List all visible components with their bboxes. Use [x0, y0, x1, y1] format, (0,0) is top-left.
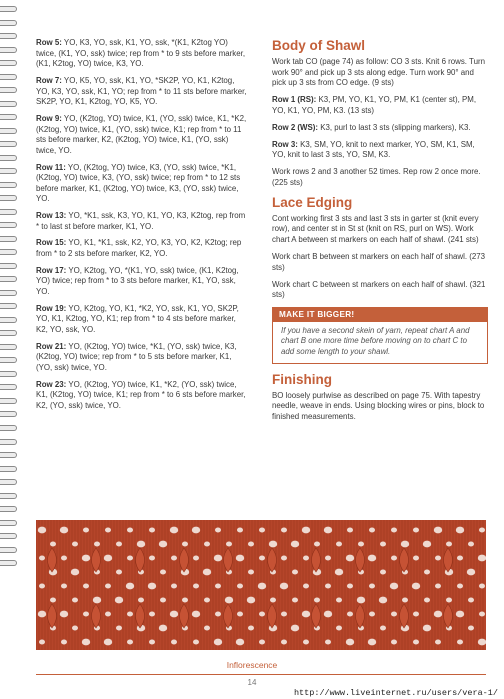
- tip-callout: [272, 307, 488, 363]
- callout-title: MAKE IT BIGGER!: [273, 308, 487, 322]
- pattern-row: [36, 380, 248, 412]
- row-text: YO, K2tog, YO, K1, *K2, YO, ssk, K1, YO, SK2P, YO, K1, K2tog, YO, K1; rep from * to 4 sts before marker, K2, YO, ssk, YO.: [36, 303, 239, 334]
- binding-ring: [0, 222, 17, 228]
- lace-pattern-image: [36, 520, 486, 650]
- right-column: [272, 38, 486, 429]
- spiral-binding-icon: [0, 0, 20, 566]
- row-text: YO, K1, *K1, ssk, K2, YO, K3, YO, K2, K2tog; rep from * to 2 sts before marker, K2, YO.: [36, 238, 242, 259]
- lace-paragraph: Cont working first 3 sts and last 3 sts in garter st (knit every row), and center st in St st (knit on RS, purl on WS). Work chart A between st markers on each half of shawl. (241 sts): [272, 213, 479, 245]
- section-heading-body: Body of Shawl: [272, 38, 366, 53]
- binding-ring: [0, 236, 17, 242]
- binding-ring: [0, 547, 17, 553]
- binding-ring: [0, 493, 17, 499]
- binding-ring: [0, 33, 17, 39]
- lace-paragraph: Work chart B between st markers on each half of shawl. (273 sts): [272, 252, 486, 272]
- binding-ring: [0, 209, 17, 215]
- binding-ring: [0, 371, 17, 377]
- pattern-row: [272, 123, 486, 134]
- binding-ring: [0, 560, 17, 566]
- binding-ring: [0, 452, 17, 458]
- row-label: Row 23:: [36, 379, 67, 389]
- binding-ring: [0, 466, 17, 472]
- page-number: 14: [247, 678, 257, 687]
- row-text: YO, (K2tog, YO) twice, *K1, (YO, ssk) twice, K3, (K2tog, YO) twice; rep from * to 5 sts before marker, K1, (YO, ssk) twice, YO.: [36, 341, 237, 372]
- binding-ring: [0, 411, 17, 417]
- binding-ring: [0, 60, 17, 66]
- row-text: K3, purl to last 3 sts (slipping markers), K3.: [318, 122, 471, 132]
- binding-ring: [0, 533, 17, 539]
- finishing-paragraph: BO loosely purlwise as described on page 75. With tapestry needle, weave in ends. Using blocking wires or pins, block to finished measurements.: [272, 390, 485, 421]
- binding-ring: [0, 101, 17, 107]
- row-text: YO, *K1, ssk, K3, YO, K1, YO, K3, K2tog, rep from * to last st before marker, K1, YO.: [36, 211, 246, 231]
- section-heading-lace: Lace Edging: [272, 194, 353, 210]
- row-text: YO, K5, YO, ssk, K1, YO, *SK2P, YO, K1, K2tog, YO, K3, YO, ssk, K1, YO; rep from * to 11 sts before marker, SK2P, YO, K1, K2tog, YO, K5, YO.: [36, 75, 247, 107]
- binding-ring: [0, 506, 17, 512]
- binding-ring: [0, 87, 17, 93]
- pattern-row: [36, 163, 248, 205]
- row-text: K3, PM, YO, K1, YO, PM, K1 (center st), PM, YO, K1, YO, PM, K3. (13 sts): [272, 95, 477, 115]
- binding-ring: [0, 47, 17, 53]
- pattern-row: [36, 342, 248, 374]
- binding-ring: [0, 155, 17, 161]
- binding-ring: [0, 20, 17, 26]
- pattern-row: [36, 304, 248, 336]
- lace-swatch-photo: [36, 520, 486, 650]
- binding-ring: [0, 384, 17, 390]
- row-label: Row 9:: [36, 113, 62, 123]
- row-text: YO, (K2tog, YO) twice, K3, (YO, ssk) twice, *K1, (K2tog, YO) twice, K3, (YO, ssk) twice; rep from * to 12 sts before marker, K1, (K2tog, YO) twice, K3, (YO, ssk) twice, YO.: [36, 162, 241, 204]
- source-watermark: http://www.liveinternet.ru/users/vera-1/: [293, 688, 498, 698]
- left-column: [36, 38, 248, 418]
- row-label: Row 3:: [272, 139, 298, 149]
- binding-ring: [0, 195, 17, 201]
- binding-ring: [0, 249, 17, 255]
- binding-ring: [0, 276, 17, 282]
- binding-ring: [0, 520, 17, 526]
- row-text: K3, SM, YO, knit to next marker, YO, SM, K1, SM, YO, knit to last 3 sts, YO, SM, K3.: [272, 139, 475, 160]
- binding-ring: [0, 357, 17, 363]
- pattern-row: [272, 95, 486, 116]
- binding-ring: [0, 344, 17, 350]
- binding-ring: [0, 74, 17, 80]
- binding-ring: [0, 263, 17, 269]
- binding-ring: [0, 439, 17, 445]
- row-text: YO, (K2tog, YO) twice, K1, *K2, (YO, ssk) twice, K1, (K2tog, YO) twice, K1; rep from * to 6 sts before marker, K2, (YO, ssk) twice, YO.: [36, 379, 246, 410]
- binding-ring: [0, 425, 17, 431]
- lace-paragraph: Work chart C between st markers on each half of shawl. (321 sts): [272, 279, 486, 300]
- body-outro: Work rows 2 and 3 another 52 times. Rep row 2 once more. (225 sts): [272, 167, 481, 187]
- binding-ring: [0, 330, 17, 336]
- binding-ring: [0, 128, 17, 134]
- pattern-row: [36, 238, 248, 259]
- row-label: Row 2 (WS):: [272, 122, 319, 132]
- binding-ring: [0, 141, 17, 147]
- row-label: Row 17:: [36, 265, 67, 275]
- body-intro: Work tab CO (page 74) as follow: CO 3 sts. Knit 6 rows. Turn work 90° and pick up 3 sts along edge. Turn work 90° and pick up 3 sts from CO edge. (9 sts): [272, 57, 485, 88]
- row-label: Row 15:: [36, 238, 67, 248]
- binding-ring: [0, 168, 17, 174]
- pattern-row: [272, 140, 486, 161]
- pattern-row: [36, 38, 248, 70]
- row-text: YO, K2tog, YO, *(K1, YO, ssk) twice, (K1, K2tog, YO) twice; rep from * to 3 sts before marker, K1, YO, ssk, YO.: [36, 265, 239, 296]
- footer-title: Inflorescence: [226, 660, 278, 670]
- row-label: Row 1 (RS):: [272, 95, 317, 105]
- pattern-row: [36, 114, 248, 156]
- footer-divider: [36, 674, 486, 675]
- binding-ring: [0, 317, 17, 323]
- row-label: Row 5:: [36, 38, 62, 47]
- binding-ring: [0, 398, 17, 404]
- binding-ring: [0, 114, 17, 120]
- row-text: YO, K3, YO, ssk, K1, YO, ssk, *(K1, K2tog YO) twice, (K1, YO, ssk) twice; rep from * to 9 sts before marker, (K1, K2tog, YO) twice, K3, YO.: [36, 38, 246, 69]
- row-text: YO, (K2tog, YO) twice, K1, (YO, ssk) twice, K1, *K2, (K2tog, YO) twice, K1, (YO, ssk) twice, K1; rep from * to 11 sts before marker, K2, (K2tog, YO) twice, K1, (YO, ssk) twice, YO.: [36, 113, 247, 155]
- row-label: Row 11:: [36, 162, 66, 172]
- row-label: Row 7:: [36, 75, 62, 85]
- pattern-row: [36, 211, 248, 232]
- binding-ring: [0, 6, 17, 12]
- pattern-row: [36, 76, 248, 108]
- section-heading-finishing: Finishing: [272, 371, 332, 387]
- binding-ring: [0, 290, 17, 296]
- binding-ring: [0, 303, 17, 309]
- row-label: Row 13:: [36, 211, 67, 221]
- callout-text: If you have a second skein of yarn, repeat chart A and chart B one more time before moving on to chart C to add some length to your shawl.: [281, 325, 470, 356]
- row-label: Row 19:: [36, 303, 67, 313]
- pattern-row: [36, 266, 248, 298]
- binding-ring: [0, 182, 17, 188]
- binding-ring: [0, 479, 17, 485]
- row-label: Row 21:: [36, 341, 67, 351]
